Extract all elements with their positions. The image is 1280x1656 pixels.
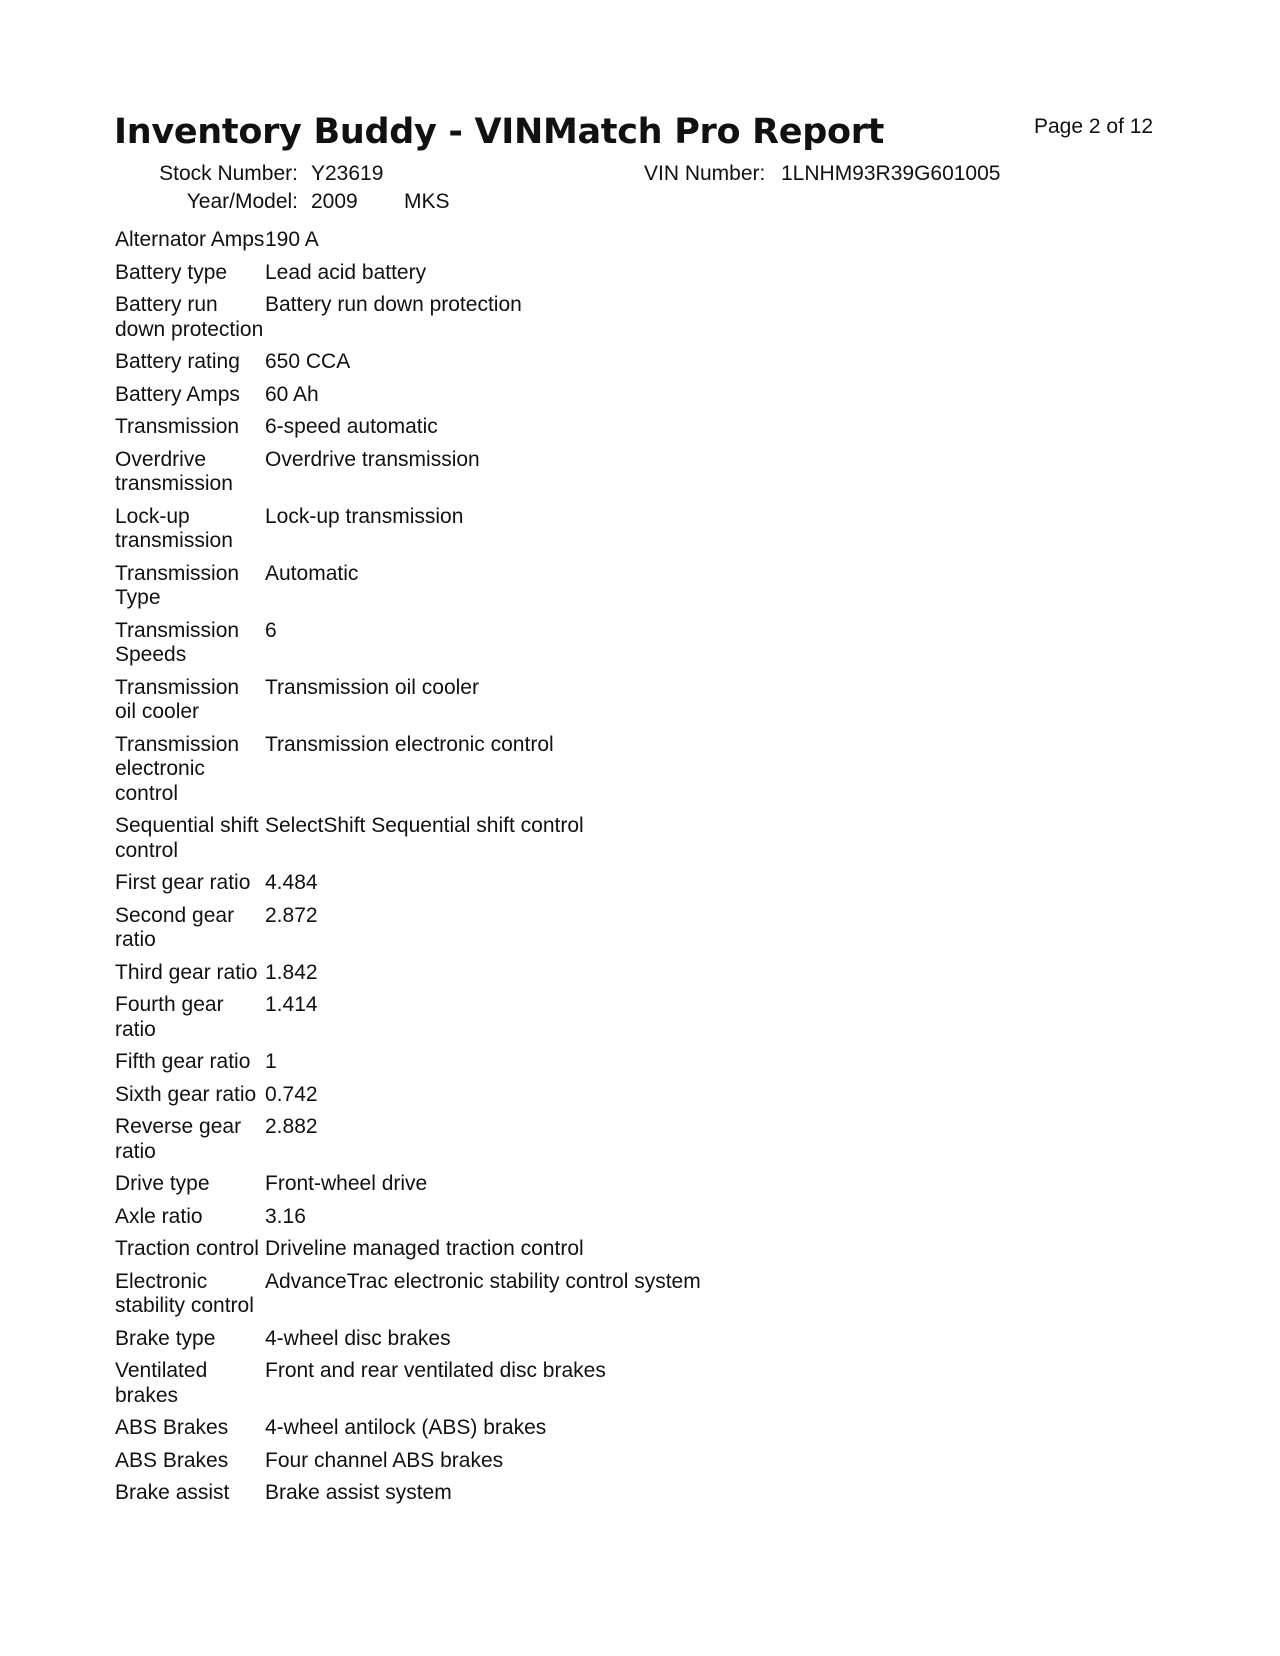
vin-number-label: VIN Number: (644, 162, 766, 185)
spec-name: Fourth gear ratio (115, 993, 224, 1041)
spec-value: 60 Ah (265, 382, 319, 406)
spec-value: Automatic (265, 561, 359, 585)
spec-row (115, 261, 1015, 286)
spec-name: Sequential shift control (115, 814, 259, 862)
spec-name: Transmission oil cooler (115, 675, 240, 723)
spec-row (115, 1481, 1015, 1506)
spec-value: 6 (265, 618, 277, 642)
spec-name: Battery type (115, 260, 228, 284)
spec-row (115, 1449, 1015, 1474)
page-number: Page 2 of 12 (1034, 115, 1154, 138)
spec-value: 3.16 (265, 1204, 306, 1228)
spec-value: Transmission oil cooler (265, 675, 479, 699)
vin-number-value: 1LNHM93R39G601005 (781, 162, 1001, 185)
spec-row (115, 871, 1015, 896)
spec-row (115, 350, 1015, 375)
spec-value: Brake assist system (265, 1481, 452, 1504)
spec-name: Overdrive transmission (115, 447, 233, 495)
report-title: Inventory Buddy - VINMatch Pro Report (114, 112, 885, 152)
spec-name: Third gear ratio (115, 960, 258, 984)
spec-value: 650 CCA (265, 350, 351, 373)
spec-value: Lead acid battery (265, 260, 427, 284)
year-model-label: Year/Model: (186, 190, 298, 213)
spec-value: AdvanceTrac electronic stability control system (265, 1269, 701, 1293)
spec-name: Brake type (115, 1326, 216, 1350)
spec-row (115, 383, 1015, 408)
spec-name: Reverse gear ratio (115, 1115, 242, 1163)
spec-name: First gear ratio (115, 871, 251, 894)
spec-row (115, 904, 1015, 953)
spec-row (115, 415, 1015, 440)
spec-name: Electronic stability control (115, 1269, 254, 1317)
spec-value: 1.842 (265, 960, 318, 984)
spec-value: Four channel ABS brakes (265, 1448, 504, 1472)
model-value: MKS (404, 190, 450, 213)
spec-list (115, 228, 1015, 1514)
spec-value: 4-wheel antilock (ABS) brakes (265, 1416, 547, 1439)
spec-row (115, 676, 1015, 725)
spec-value: Overdrive transmission (265, 447, 480, 471)
spec-name: Ventilated brakes (115, 1359, 208, 1407)
spec-value: 190 A (265, 228, 319, 251)
spec-value: SelectShift Sequential shift control (265, 814, 584, 837)
spec-name: Drive type (115, 1172, 210, 1195)
spec-row (115, 1172, 1015, 1197)
year-value: 2009 (311, 190, 358, 213)
spec-name: Transmission Type (115, 561, 240, 609)
spec-row (115, 961, 1015, 986)
stock-number-value: Y23619 (311, 162, 384, 185)
spec-row (115, 814, 1015, 863)
spec-row (115, 293, 1015, 342)
spec-row (115, 619, 1015, 668)
spec-name: Alternator Amps (115, 228, 265, 251)
spec-value: 6-speed automatic (265, 415, 438, 438)
spec-value: Front and rear ventilated disc brakes (265, 1359, 606, 1382)
spec-value: 0.742 (265, 1082, 318, 1106)
spec-row (115, 1237, 1015, 1262)
spec-value: Lock-up transmission (265, 504, 464, 528)
spec-value: 4.484 (265, 871, 318, 894)
spec-name: ABS Brakes (115, 1448, 229, 1472)
spec-row (115, 1359, 1015, 1408)
spec-name: Lock-up transmission (115, 504, 233, 552)
spec-row (115, 1327, 1015, 1352)
spec-value: Transmission electronic control (265, 732, 554, 756)
spec-name: ABS Brakes (115, 1416, 229, 1439)
spec-name: Sixth gear ratio (115, 1082, 257, 1106)
spec-name: Battery run down protection (115, 293, 264, 341)
spec-value: Driveline managed traction control (265, 1237, 584, 1260)
spec-value: 4-wheel disc brakes (265, 1326, 451, 1350)
spec-name: Battery Amps (115, 382, 240, 406)
spec-name: Brake assist (115, 1481, 230, 1504)
spec-name: Battery rating (115, 350, 240, 373)
spec-value: 2.872 (265, 903, 318, 927)
spec-name: Axle ratio (115, 1204, 203, 1228)
spec-row (115, 562, 1015, 611)
spec-row (115, 1270, 1015, 1319)
stock-number-label: Stock Number: (159, 162, 298, 185)
spec-name: Fifth gear ratio (115, 1050, 251, 1073)
spec-name: Transmission Speeds (115, 618, 240, 666)
spec-row (115, 1050, 1015, 1075)
spec-row (115, 505, 1015, 554)
spec-row (115, 993, 1015, 1042)
spec-value: 1 (265, 1050, 277, 1073)
spec-value: 1.414 (265, 993, 318, 1016)
spec-value: Front-wheel drive (265, 1172, 428, 1195)
spec-name: Transmission electronic control (115, 732, 240, 805)
spec-row (115, 448, 1015, 497)
spec-value: 2.882 (265, 1115, 318, 1138)
spec-row (115, 228, 1015, 253)
spec-row (115, 733, 1015, 807)
spec-row (115, 1416, 1015, 1441)
spec-value: Battery run down protection (265, 293, 522, 316)
spec-name: Transmission (115, 415, 240, 438)
spec-row (115, 1115, 1015, 1164)
spec-row (115, 1205, 1015, 1230)
spec-row (115, 1083, 1015, 1108)
spec-name: Traction control (115, 1237, 259, 1260)
spec-name: Second gear ratio (115, 903, 235, 951)
